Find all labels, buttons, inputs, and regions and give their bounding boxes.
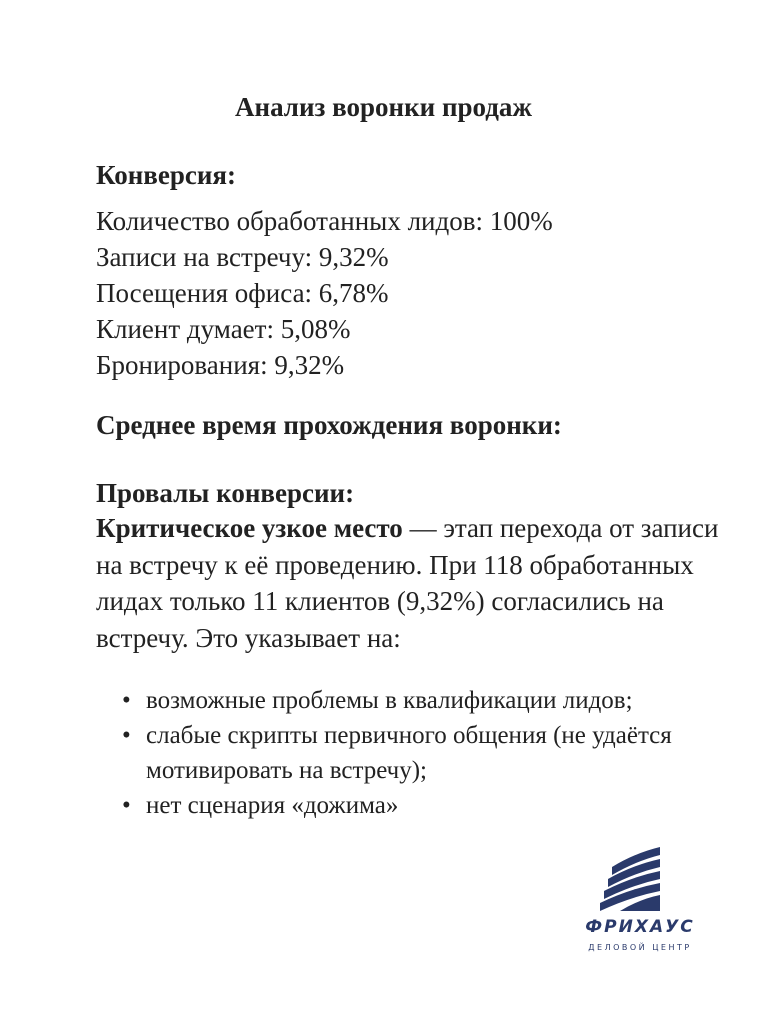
failures-heading: Провалы конверсии: bbox=[96, 478, 355, 508]
critical-text: — этап перехода от записи на встречу к её проведению. При 118 обработанных лидах только 11 клиентов (9,32%) согласились на встречу. Это указывает на: bbox=[96, 513, 719, 653]
critical-paragraph bbox=[96, 510, 736, 656]
conversion-item: Бронирования: 9,32% bbox=[96, 350, 345, 380]
failure-bullets bbox=[122, 683, 722, 823]
logo-subtitle: ДЕЛОВОЙ ЦЕНТР bbox=[588, 943, 692, 952]
bullet-item: • слабые скрипты первичного общения (не удаётся мотивировать на встречу); bbox=[122, 718, 722, 788]
conversion-heading: Конверсия: bbox=[96, 160, 237, 190]
bullet-item: • возможные проблемы в квалификации лидов; bbox=[122, 683, 722, 718]
avg-time-heading: Среднее время прохождения воронки: bbox=[96, 410, 562, 440]
conversion-item: Записи на встречу: 9,32% bbox=[96, 242, 389, 272]
conversion-list bbox=[96, 203, 553, 383]
company-logo bbox=[560, 845, 720, 965]
logo-name: ФРИХАУС bbox=[585, 917, 695, 937]
critical-label: Критическое узкое место bbox=[96, 513, 403, 543]
conversion-item: Количество обработанных лидов: 100% bbox=[96, 206, 553, 236]
conversion-item: Посещения офиса: 6,78% bbox=[96, 278, 389, 308]
building-stripes-icon bbox=[560, 845, 720, 915]
conversion-item: Клиент думает: 5,08% bbox=[96, 314, 351, 344]
bullet-item: • нет сценария «дожима» bbox=[122, 788, 722, 823]
page-title: Анализ воронки продаж bbox=[235, 92, 532, 122]
